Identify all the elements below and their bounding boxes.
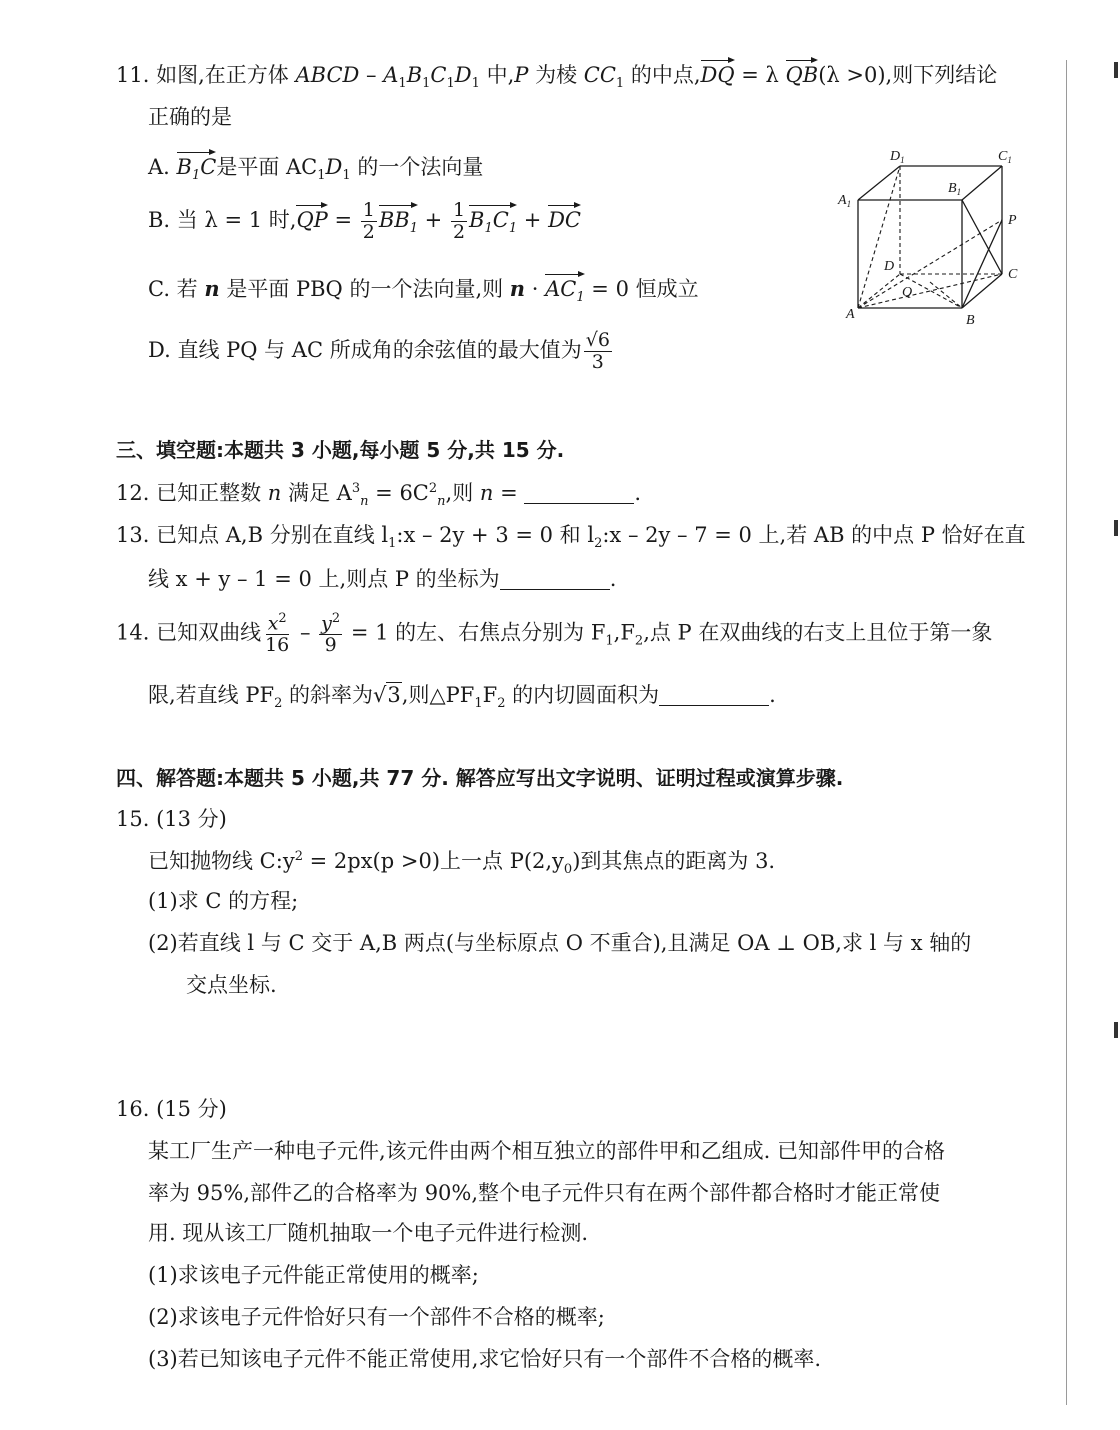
q14-line1: 14. 已知双曲线 $\frac{x^2}{16}$ – $\frac{y^2}{9}$ = 1 的左、右焦点分别为 $F_1,F_2$,点 P 在双曲线的右支上且位于第一象	[116, 611, 993, 657]
question-number: 14.	[116, 620, 150, 645]
svg-text:A: A	[846, 307, 855, 322]
edge-mark	[1114, 1022, 1118, 1038]
q11-option-b: B. 当 λ = 1 时,QP = $\frac{1}{2}$ $BB_1$ + $\frac{1}{2}$ $B_1C_1$ + DC	[148, 199, 581, 243]
q16-line2: 率为 95%,部件乙的合格率为 90%,整个电子元件只有在两个部件都合格时才能正常使	[148, 1181, 941, 1205]
cube-figure	[830, 140, 1030, 330]
q16-line1: 某工厂生产一种电子元件,该元件由两个相互独立的部件甲和乙组成. 已知部件甲的合格	[148, 1139, 946, 1163]
svg-text:B: B	[966, 313, 975, 328]
question-number: 12.	[116, 481, 150, 505]
q12: 12. 已知正整数 n 满足 $A^3_n = 6C^2_n$,则 n = .	[116, 481, 642, 510]
q16-head: 16. (15 分)	[116, 1097, 227, 1121]
q13-line2: 线 x + y – 1 = 0 上,则点 P 的坐标为 .	[148, 567, 617, 591]
q11-stem-line1: 11. 如图,在正方体 ABCD – $A_1B_1C_1D_1$ 中,P 为棱 $CC_1$ 的中点,DQ = λ QB(λ >0),则下列结论	[116, 58, 997, 92]
section-4-title: 四、解答题:本题共 5 小题,共 77 分. 解答应写出文字说明、证明过程或演算步骤.	[116, 766, 844, 790]
q15-part2-cont: 交点坐标.	[186, 973, 277, 997]
question-number: 13.	[116, 523, 150, 547]
q15-stem: 已知抛物线 $C:y^2 = 2px(p >0)$上一点 $P(2,y_0)$到其焦点的距离为 3.	[148, 849, 776, 878]
q15-head: 15. (13 分)	[116, 807, 227, 831]
svg-text:C: C	[1008, 267, 1018, 282]
answer-blank	[659, 685, 769, 706]
answer-blank	[524, 483, 634, 504]
question-number: 11.	[116, 63, 150, 87]
q13-line1: 13. 已知点 A,B 分别在直线 $l_1:x - 2y + 3 = 0$ 和 $l_2:x - 2y - 7 = 0$ 上,若 AB 的中点 P 恰好在直	[116, 523, 1026, 552]
svg-text:D: D	[884, 259, 895, 274]
q16-part1: (1)求该电子元件能正常使用的概率;	[148, 1263, 479, 1287]
q15-part1: (1)求 C 的方程;	[148, 889, 299, 913]
q11-option-d: D. 直线 PQ 与 AC 所成角的余弦值的最大值为 $\frac{√6}{3}$	[148, 329, 610, 373]
svg-text:P: P	[1008, 213, 1017, 228]
edge-mark	[1114, 62, 1118, 78]
edge-mark	[1114, 520, 1118, 536]
margin-rule	[1066, 60, 1067, 1405]
svg-text:C1: $C_1$	[998, 149, 1012, 165]
q16-part3: (3)若已知该电子元件不能正常使用,求它恰好只有一个部件不合格的概率.	[148, 1347, 822, 1371]
svg-text:D1: $D_1$	[890, 149, 905, 165]
q16-line3: 用. 现从该工厂随机抽取一个电子元件进行检测.	[148, 1221, 589, 1245]
answer-blank	[500, 569, 610, 590]
section-3-title: 三、填空题:本题共 3 小题,每小题 5 分,共 15 分.	[116, 438, 565, 462]
svg-text:B1: $B_1$	[948, 181, 962, 197]
q15-part2: (2)若直线 l 与 C 交于 A,B 两点(与坐标原点 O 不重合),且满足 OA ⊥ OB,求 l 与 x 轴的	[148, 931, 972, 955]
q11-option-c: C. 若 n 是平面 PBQ 的一个法向量,则 $n \cdot AC_1 = 0$ 恒成立	[148, 272, 699, 306]
svg-text:Q: Q	[902, 285, 913, 300]
q16-part2: (2)求该电子元件恰好只有一个部件不合格的概率;	[148, 1305, 605, 1329]
q14-line2: 限,若直线 $PF_2$ 的斜率为√3,则$\triangle PF_1F_2$ 的内切圆面积为 .	[148, 683, 776, 712]
svg-text:A1: $A_1$	[838, 193, 852, 209]
q11-stem-line2: 正确的是	[148, 105, 232, 129]
q11-option-a: A. $B_1C$是平面 $AC_1D_1$ 的一个法向量	[148, 150, 483, 184]
